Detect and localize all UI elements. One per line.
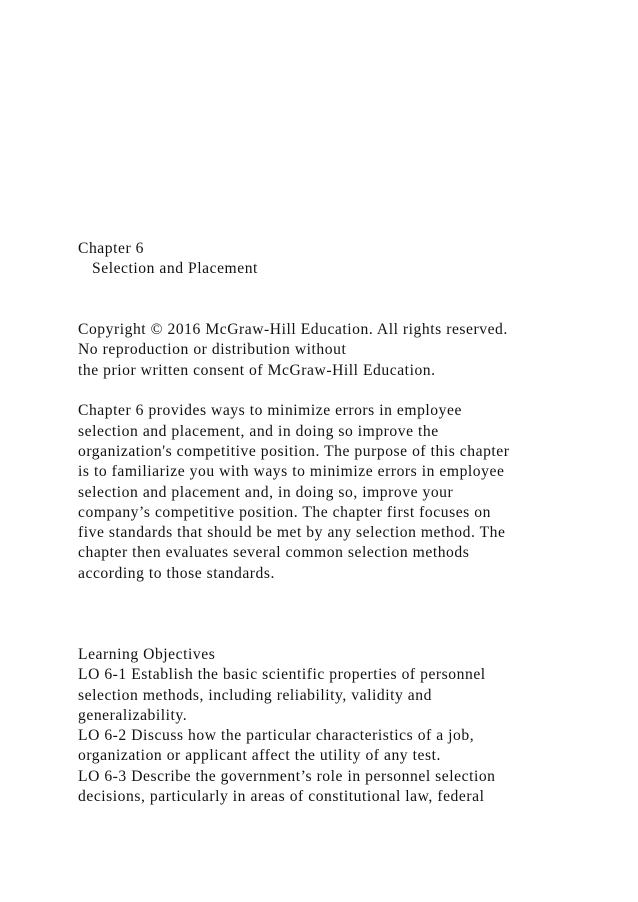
paragraph-line: company’s competitive position. The chapter first focuses on [78,503,491,521]
learning-objectives-heading: Learning Objectives [78,645,216,663]
paragraph-line: is to familiarize you with ways to minimize errors in employee [78,463,505,481]
objective-line: LO 6-3 Describe the government’s role in personnel selection [78,767,496,785]
copyright-line: the prior written consent of McGraw-Hill Education. [78,361,436,379]
paragraph-line: chapter then evaluates several common selection methods [78,544,470,562]
objective-line: organization or applicant affect the utility of any test. [78,747,441,765]
intro-paragraph [78,401,618,584]
objective-line: selection methods, including reliability, validity and [78,686,432,704]
copyright-line: No reproduction or distribution without [78,341,347,359]
paragraph-line: according to those standards. [78,564,275,582]
paragraph-line: selection and placement and, in doing so, improve your [78,483,454,501]
paragraph-line: selection and placement, and in doing so improve the [78,422,439,440]
chapter-number: Chapter 6 [78,240,145,257]
spacer [78,280,618,321]
objective-line: generalizability. [78,706,188,724]
learning-objectives-section [78,645,618,807]
paragraph-line: Chapter 6 provides ways to minimize errors in employee [78,402,462,420]
objective-line: LO 6-1 Establish the basic scientific properties of personnel [78,666,486,684]
spacer [78,584,618,645]
chapter-title: Selection and Placement [92,260,258,278]
spacer [78,381,618,401]
copyright-notice [78,320,618,381]
objective-line: LO 6-2 Discuss how the particular characteristics of a job, [78,727,475,745]
copyright-line: Copyright © 2016 McGraw-Hill Education. All rights reserved. [78,321,508,339]
paragraph-line: organization's competitive position. The purpose of this chapter [78,442,510,460]
objective-line: decisions, particularly in areas of constitutional law, federal [78,788,485,806]
document-text [78,239,618,807]
paragraph-line: five standards that should be met by any selection method. The [78,524,506,542]
